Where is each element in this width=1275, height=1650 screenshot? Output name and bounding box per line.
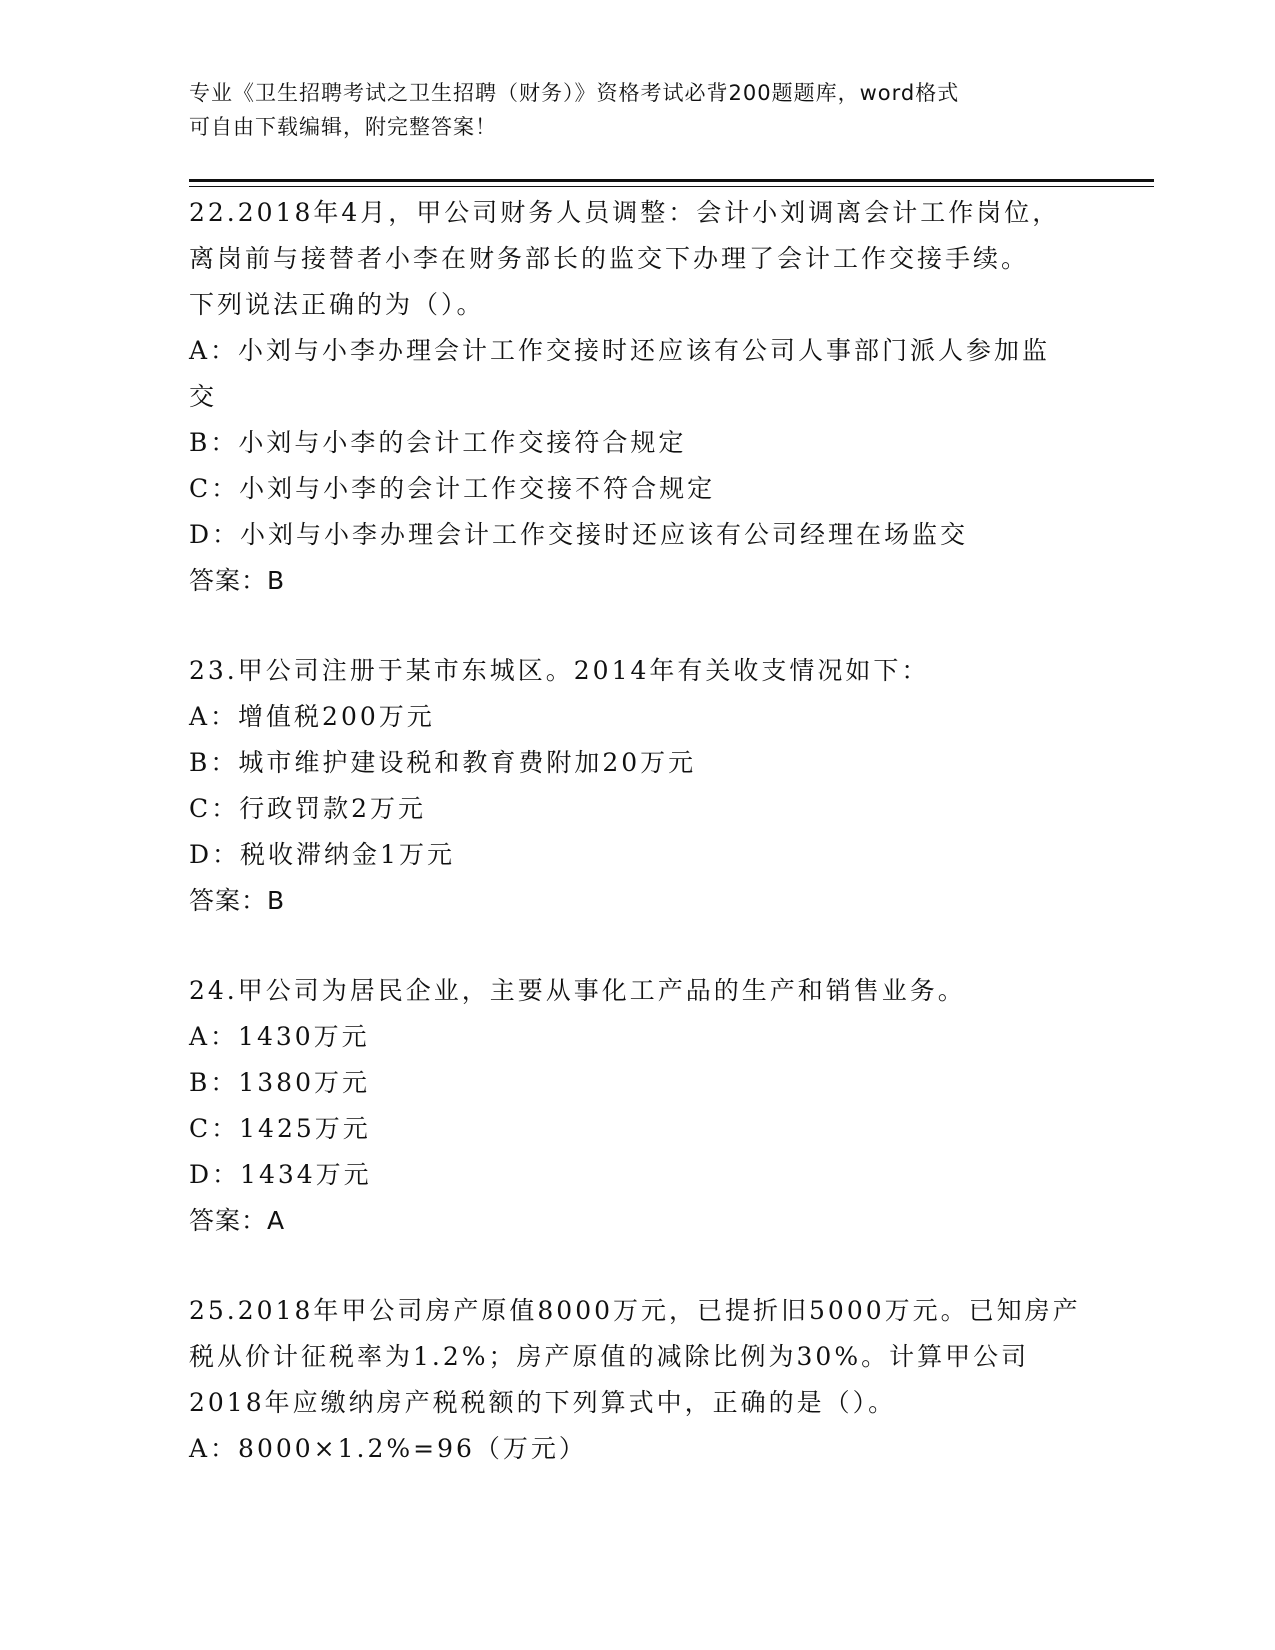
question-23 bbox=[189, 648, 1089, 924]
question-spacer bbox=[189, 1244, 1089, 1288]
answer-label: 答案：A bbox=[189, 1206, 286, 1235]
question-stem-line: 22.2018年4月，甲公司财务人员调整：会计小刘调离会计工作岗位， bbox=[189, 198, 1061, 227]
question-stem-line: 2018年应缴纳房产税税额的下列算式中，正确的是（）。 bbox=[189, 1388, 897, 1417]
option-d: D：小刘与小李办理会计工作交接时还应该有公司经理在场监交 bbox=[189, 520, 969, 549]
option-b: B：1380万元 bbox=[189, 1068, 370, 1097]
question-24 bbox=[189, 968, 1089, 1244]
question-stem-line: 离岗前与接替者小李在财务部长的监交下办理了会计工作交接手续。 bbox=[189, 244, 1030, 273]
header-divider-thin bbox=[189, 186, 1154, 187]
question-stem-line: 25.2018年甲公司房产原值8000万元，已提折旧5000万元。已知房产 bbox=[189, 1296, 1081, 1325]
option-a: A：1430万元 bbox=[189, 1022, 370, 1051]
question-spacer bbox=[189, 604, 1089, 648]
option-d: D：1434万元 bbox=[189, 1160, 372, 1189]
option-b: B：城市维护建设税和教育费附加20万元 bbox=[189, 748, 697, 777]
header-title-line-2: 可自由下载编辑，附完整答案！ bbox=[189, 115, 497, 139]
header-divider-thick bbox=[189, 179, 1154, 182]
option-d: D：税收滞纳金1万元 bbox=[189, 840, 455, 869]
question-25 bbox=[189, 1288, 1089, 1472]
answer-label: 答案：B bbox=[189, 566, 286, 595]
question-stem-line: 税从价计征税率为1.2%；房产原值的减除比例为30%。计算甲公司 bbox=[189, 1342, 1030, 1371]
option-a: A：增值税200万元 bbox=[189, 702, 435, 731]
option-b: B：小刘与小李的会计工作交接符合规定 bbox=[189, 428, 687, 457]
option-c: C：小刘与小李的会计工作交接不符合规定 bbox=[189, 474, 716, 503]
question-stem-line: 下列说法正确的为（）。 bbox=[189, 290, 485, 319]
option-a: A：8000×1.2%=96（万元） bbox=[189, 1434, 587, 1463]
answer-label: 答案：B bbox=[189, 886, 286, 915]
option-a: A：小刘与小李办理会计工作交接时还应该有公司人事部门派人参加监 bbox=[189, 336, 1051, 365]
option-c: C：行政罚款2万元 bbox=[189, 794, 427, 823]
question-stem-line: 24.甲公司为居民企业，主要从事化工产品的生产和销售业务。 bbox=[189, 976, 966, 1005]
option-a-continued: 交 bbox=[189, 382, 218, 411]
question-stem-line: 23.甲公司注册于某市东城区。2014年有关收支情况如下： bbox=[189, 656, 930, 685]
question-spacer bbox=[189, 924, 1089, 968]
option-c: C：1425万元 bbox=[189, 1114, 371, 1143]
document-header bbox=[189, 76, 1069, 144]
question-22 bbox=[189, 190, 1089, 604]
question-list bbox=[189, 190, 1089, 1472]
header-title-line-1: 专业《卫生招聘考试之卫生招聘（财务）》资格考试必背200题题库，word格式 bbox=[189, 81, 960, 105]
